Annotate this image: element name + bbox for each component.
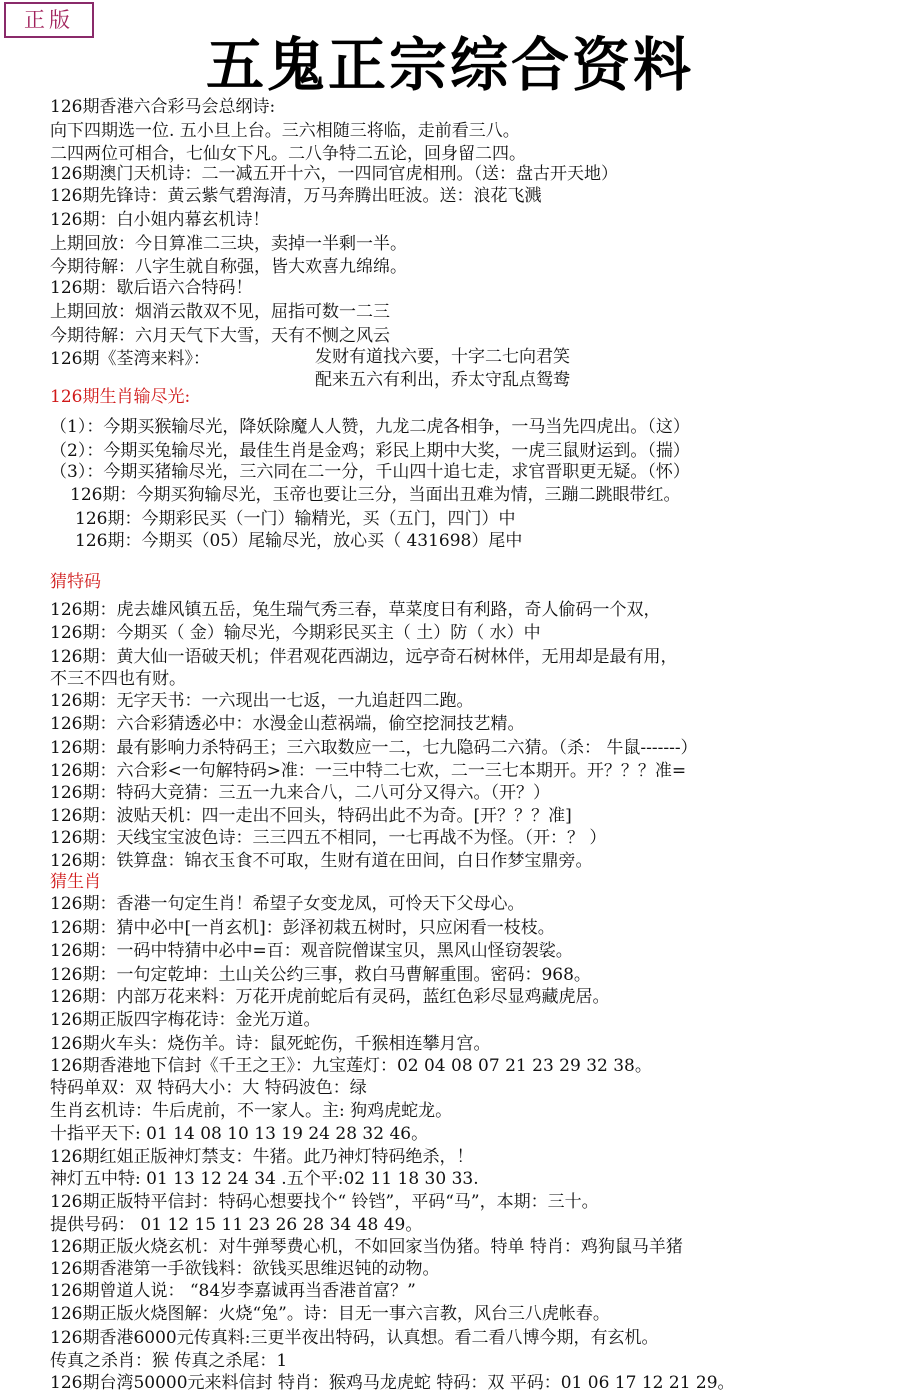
text-line: 126期：黄大仙一语破天机；伴君观花西湖边，远亭奇石树林伴，无用却是最有用， bbox=[50, 647, 678, 667]
text-line: 126期：六合彩猜透必中：水漫金山惹祸端，偷空挖洞技艺精。 bbox=[50, 714, 525, 734]
text-line: 126期火车头：烧伤羊。诗：鼠死蛇伤，千猴相连攀月宫。 bbox=[50, 1034, 491, 1054]
text-line: 126期：白小姐内幕玄机诗！ bbox=[50, 210, 270, 230]
text-line: 发财有道找六要，十字二七向君笑 bbox=[315, 347, 570, 367]
text-line: 126期：歇后语六合特码！ bbox=[50, 278, 253, 298]
text-line: 126期：今期买（05）尾输尽光，放心买（ 431698）尾中 bbox=[75, 531, 523, 551]
text-line: 传真之杀肖：猴 传真之杀尾：1 bbox=[50, 1351, 288, 1371]
text-line: 126期曾道人说： “84岁李嘉诚再当香港首富？” bbox=[50, 1281, 416, 1301]
text-line: 126期红姐正版神灯禁支：牛猪。此乃神灯特码绝杀，！ bbox=[50, 1147, 474, 1167]
text-line: 126期：最有影响力杀特码王；三六取数应一二，七九隐码二六猜。（杀： 牛鼠-------） bbox=[50, 738, 698, 758]
text-line: 126期：今期买狗输尽光，玉帝也要让三分，当面出丑难为情，三蹦二跳眼带红。 bbox=[70, 485, 681, 505]
text-line: 上期回放：今日算准二三块，卖掉一半剩一半。 bbox=[50, 234, 407, 254]
text-line: 126期：猜中必中[一肖玄机]：彭泽初栽五树时，只应闲看一枝枝。 bbox=[50, 918, 555, 938]
text-line: 不三不四也有财。 bbox=[50, 669, 186, 689]
text-line: 向下四期选一位. 五小旦上台。三六相随三将临，走前看三八。 bbox=[50, 121, 520, 141]
text-line: 126期澳门天机诗：二一减五开十六，一四同官虎相刑。（送：盘古开天地） bbox=[50, 164, 618, 184]
text-line: 特码单双：双 特码大小：大 特码波色：绿 bbox=[50, 1078, 367, 1098]
text-line: 126期香港六合彩马会总纲诗: bbox=[50, 97, 276, 117]
text-line: 126期香港6000元传真料:三更半夜出特码，认真想。看二看八博今期，有玄机。 bbox=[50, 1328, 659, 1348]
text-line: 十指平天下: 01 14 08 10 13 19 24 28 32 46。 bbox=[50, 1124, 429, 1144]
text-line: 126期：虎去雄风镇五岳，兔生瑞气秀三春，草菜度日有利路，奇人偷码一个双， bbox=[50, 600, 661, 620]
text-line: 126期：内部万花来料：万花开虎前蛇后有灵码，蓝红色彩尽显鸡藏虎居。 bbox=[50, 987, 610, 1007]
section-heading: 猜生肖 bbox=[50, 872, 101, 892]
text-line: 126期正版火烧玄机：对牛弹琴费心机，不如回家当伪猪。特单 特肖：鸡狗鼠马羊猪 bbox=[50, 1237, 683, 1257]
text-line: 126期：一码中特猜中必中=百：观音院僧谋宝贝，黑风山怪窃袈裟。 bbox=[50, 941, 573, 961]
text-line: 126期：一句定乾坤：土山关公约三事，救白马曹解重围。密码：968。 bbox=[50, 965, 591, 985]
text-line: 生肖玄机诗：牛后虎前，不一家人。主: 狗鸡虎蛇龙。 bbox=[50, 1101, 453, 1121]
text-line: 今期待解：六月天气下大雪，天有不恻之风云 bbox=[50, 326, 390, 346]
text-line: 神灯五中特: 01 13 12 24 34 .五个平:02 11 18 30 33. bbox=[50, 1169, 479, 1189]
text-line: 126期香港地下信封《千王之王》：九宝莲灯：02 04 08 07 21 23 29 32 38。 bbox=[50, 1056, 652, 1076]
text-line: 上期回放：烟消云散双不见，屈指可数一二三 bbox=[50, 302, 390, 322]
text-line: 126期：无字天书：一六现出一七返，一九追赶四二跑。 bbox=[50, 691, 474, 711]
text-line: （2）：今期买兔输尽光，最佳生肖是金鸡；彩民上期中大奖，一虎三鼠财运到。（揣） bbox=[50, 441, 690, 461]
text-line: 126期正版四字梅花诗：金光万道。 bbox=[50, 1010, 321, 1030]
text-line: 126期《荃湾来料》： bbox=[50, 349, 210, 369]
text-line: 今期待解：八字生就自称强，皆大欢喜九绵绵。 bbox=[50, 257, 407, 277]
text-line: （3）：今期买猪输尽光，三六同在二一分，千山四十追七走，求官晋职更无疑。（怀） bbox=[50, 462, 690, 482]
page-title: 五鬼正宗综合资料 bbox=[205, 31, 694, 99]
text-line: 提供号码： 01 12 15 11 23 26 28 34 48 49。 bbox=[50, 1215, 423, 1235]
text-line: 126期：今期彩民买（一门）输精光，买（五门，四门）中 bbox=[75, 509, 516, 529]
text-line: 二四两位可相合，七仙女下凡。二八争特二五论，回身留二四。 bbox=[50, 144, 526, 164]
text-line: 126期正版火烧图解：火烧“兔”。诗：目无一事六言教，风台三八虎帐春。 bbox=[50, 1304, 610, 1324]
text-line: （1）：今期买猴输尽光，降妖除魔人人赞，九龙二虎各相争，一马当先四虎出。（这） bbox=[50, 417, 690, 437]
text-line: 配来五六有利出，乔太守乱点鸳鸯 bbox=[315, 370, 570, 390]
text-line: 126期：波贴天机：四一走出不回头，特码出此不为奇。[开？？？准] bbox=[50, 806, 572, 826]
genuine-badge: 正版 bbox=[4, 2, 94, 38]
text-line: 126期：香港一句定生肖！希望子女变龙凤，可怜天下父母心。 bbox=[50, 894, 525, 914]
text-line: 126期香港第一手欲钱料：欲钱买思维迟钝的动物。 bbox=[50, 1259, 440, 1279]
text-line: 126期：特码大竞猜：三五一九来合八，二八可分又得六。（开？） bbox=[50, 783, 550, 803]
text-line: 126期：铁算盘：锦衣玉食不可取，生财有道在田间，白日作梦宝鼎旁。 bbox=[50, 851, 593, 871]
text-line: 126期正版特平信封：特码心想要找个“ 铃铛”，平码“马”，本期：三十。 bbox=[50, 1192, 599, 1212]
section-heading: 126期生肖输尽光: bbox=[50, 387, 191, 407]
text-line: 126期：天线宝宝波色诗：三三四五不相同，一七再战不为怪。（开：？ ） bbox=[50, 828, 607, 848]
text-line: 126期台湾50000元来料信封 特肖：猴鸡马龙虎蛇 特码：双 平码：01 06 17 12 21 29。 bbox=[50, 1373, 735, 1393]
section-heading: 猜特码 bbox=[50, 572, 101, 592]
text-line: 126期先锋诗：黄云紫气碧海清，万马奔腾出旺波。送：浪花飞溅 bbox=[50, 186, 542, 206]
text-line: 126期：今期买（ 金）输尽光，今期彩民买主（ 土）防（ 水）中 bbox=[50, 623, 541, 643]
text-line: 126期：六合彩<一句解特码>准：一三中特二七欢，二一三七本期开。开？？？准= bbox=[50, 761, 687, 781]
